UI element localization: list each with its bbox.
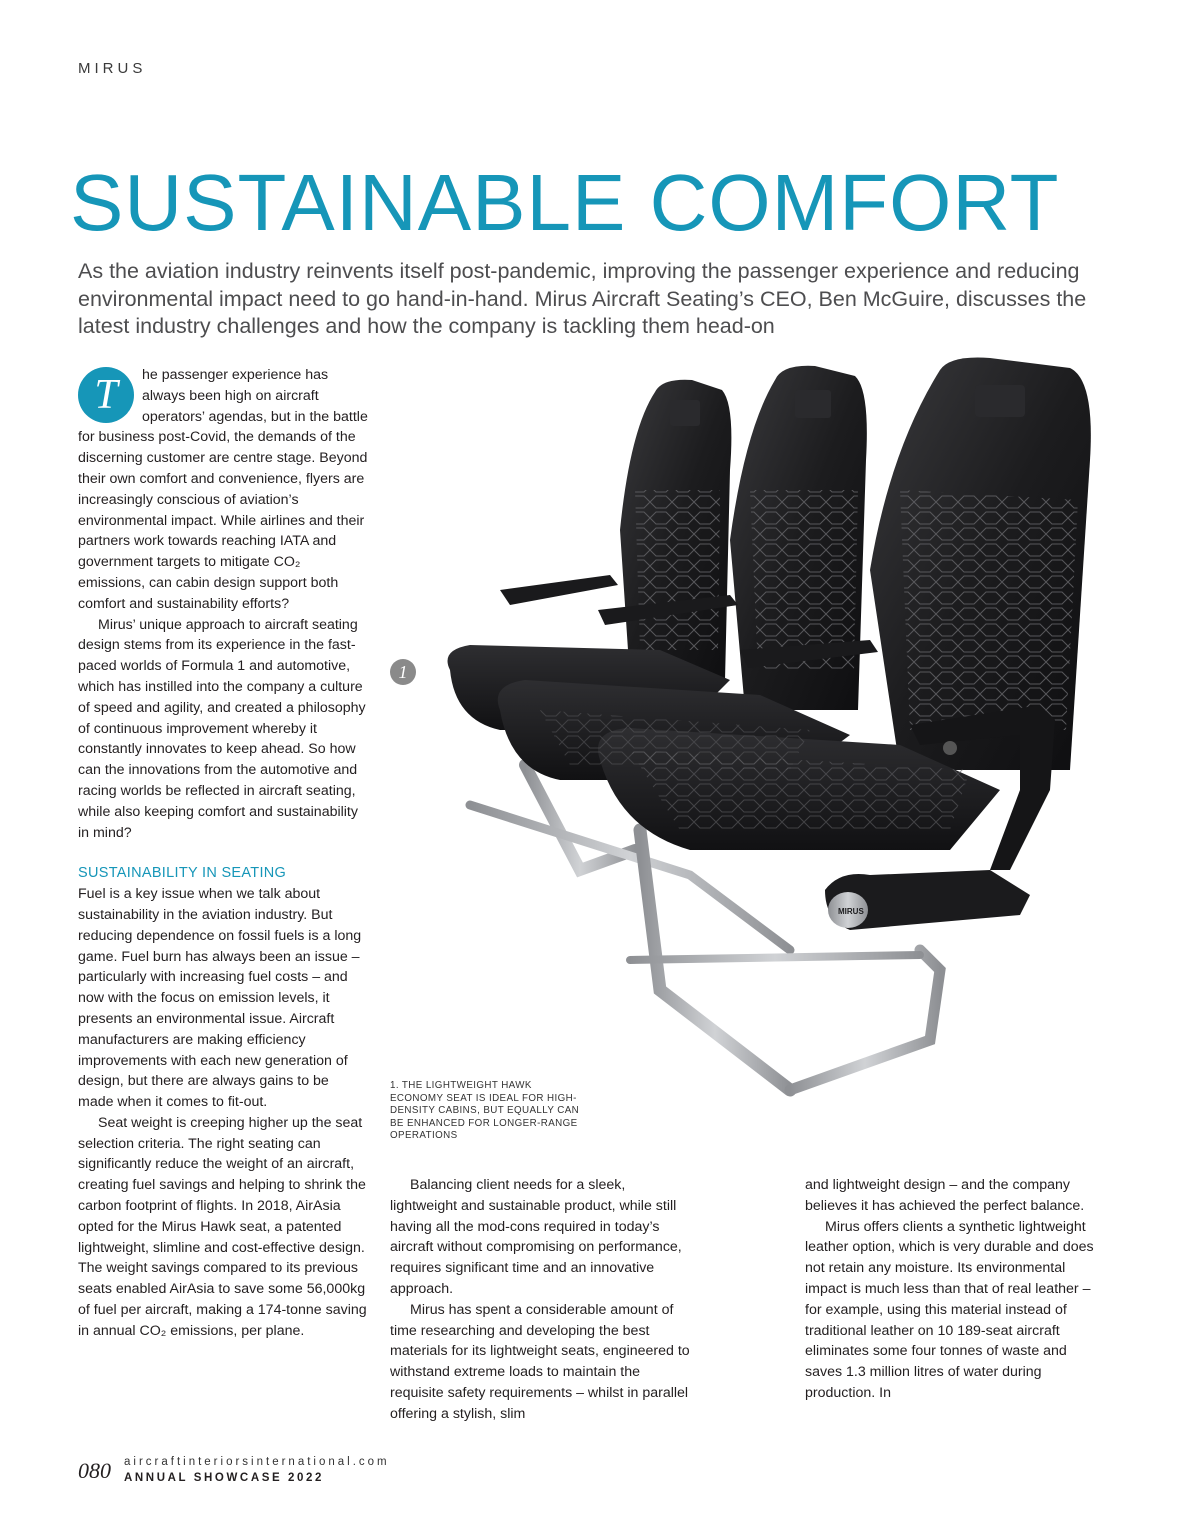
figure-marker: 1 xyxy=(390,659,416,685)
column-3 xyxy=(805,1175,1100,1404)
website-url: aircraftinteriorsinternational.com xyxy=(124,1456,390,1468)
seat-side-housing xyxy=(825,870,1030,930)
standfirst: As the aviation industry reinvents itself post-pandemic, improving the passenger experience and reducing environmental impact need to go hand-in-hand. Mirus Aircraft Seating’s CEO, Ben McGuire, discusses the latest industry challenges and how the company is tackling them head-on xyxy=(78,259,1087,338)
paragraph: Mirus’ unique approach to aircraft seating design stems from its experience in the fast-paced worlds of Formula 1 and automotive, which has instilled into the company a culture of speed and agility, and created a philosophy of continuous improvement whereby it constantly innovates to keep ahead. So how can the innovations from the automotive and racing worlds be reflected in aircraft seating, while also keeping comfort and sustainability in mind? xyxy=(78,616,366,841)
seat-badge: MIRUS xyxy=(838,907,864,916)
paragraph: Mirus has spent a considerable amount of time researching and developing the best materials for its lightweight seats, engineered to withstand extreme loads to maintain the requisite safety requirements – whilst in parallel offering a stylish, slim xyxy=(390,1301,690,1422)
page-number: 080 xyxy=(78,1458,111,1483)
article-title: SUSTAINABLE COMFORT xyxy=(70,158,1060,247)
seat-photo xyxy=(430,350,1130,1130)
paragraph: Mirus offers clients a synthetic lightweight leather option, which is very durable and does not retain any moisture. Its environmental impact is much less than that of real leather – for example, using this material instead of traditional leather on 10 189-seat aircraft eliminates some four tonnes of waste and saves 1.3 million litres of water during production. In xyxy=(805,1218,1094,1401)
section-tag: MIRUS xyxy=(78,60,147,77)
paragraph: and lightweight design – and the company believes it has achieved the perfect balance. xyxy=(805,1177,1085,1214)
paragraph: Balancing client needs for a sleek, lightweight and sustainable product, while still having all the mod-cons required in today’s aircraft without compromising on performance, requires significant time and an innovative approach. xyxy=(390,1177,682,1297)
issue-name: ANNUAL SHOWCASE 2022 xyxy=(124,1472,325,1484)
drop-cap: T xyxy=(78,367,134,423)
paragraph: Seat weight is creeping higher up the seat selection criteria. The right seating can significantly reduce the weight of an aircraft, creating fuel savings and helping to shrink the carbon footprint of flights. In 2018, AirAsia opted for the Mirus Hawk seat, a patented lightweight, slimline and cost-effective design. The weight savings compared to its previous seats enabled AirAsia to save some 56,000kg of fuel per aircraft, making a 174-tonne saving in annual CO₂ emissions, per plane. xyxy=(78,1114,367,1339)
subheading: SUSTAINABILITY IN SEATING xyxy=(78,865,287,882)
paragraph: Fuel is a key issue when we talk about sustainability in the aviation industry. But reducing dependence on fossil fuels is a long game. Fuel burn has always been an issue – particularly with increasing fuel costs – and now with the focus on emission levels, it presents an environmental issue. Aircraft manufacturers are making efficiency improvements with each new generation of design, but there are always gains to be made when it comes to fit-out. xyxy=(78,886,362,1111)
column-2 xyxy=(390,1175,690,1425)
column-1 xyxy=(78,365,368,1342)
paragraph: he passenger experience has always been high on aircraft operators’ agendas, but in the battle for business post-Covid, the demands of the discerning customer are centre stage. Beyond their own comfort and convenience, flyers are increasingly conscious of aviation’s environmental impact. While airlines and their partners work towards reaching IATA and government targets to mitigate CO₂ emissions, can cabin design support both comfort and sustainability efforts? xyxy=(78,367,368,612)
figure-caption: 1. THE LIGHTWEIGHT HAWK ECONOMY SEAT IS IDEAL FOR HIGH-DENSITY CABINS, BUT EQUALLY CAN BE ENHANCED FOR LONGER-RANGE OPERATIONS xyxy=(390,1080,580,1142)
